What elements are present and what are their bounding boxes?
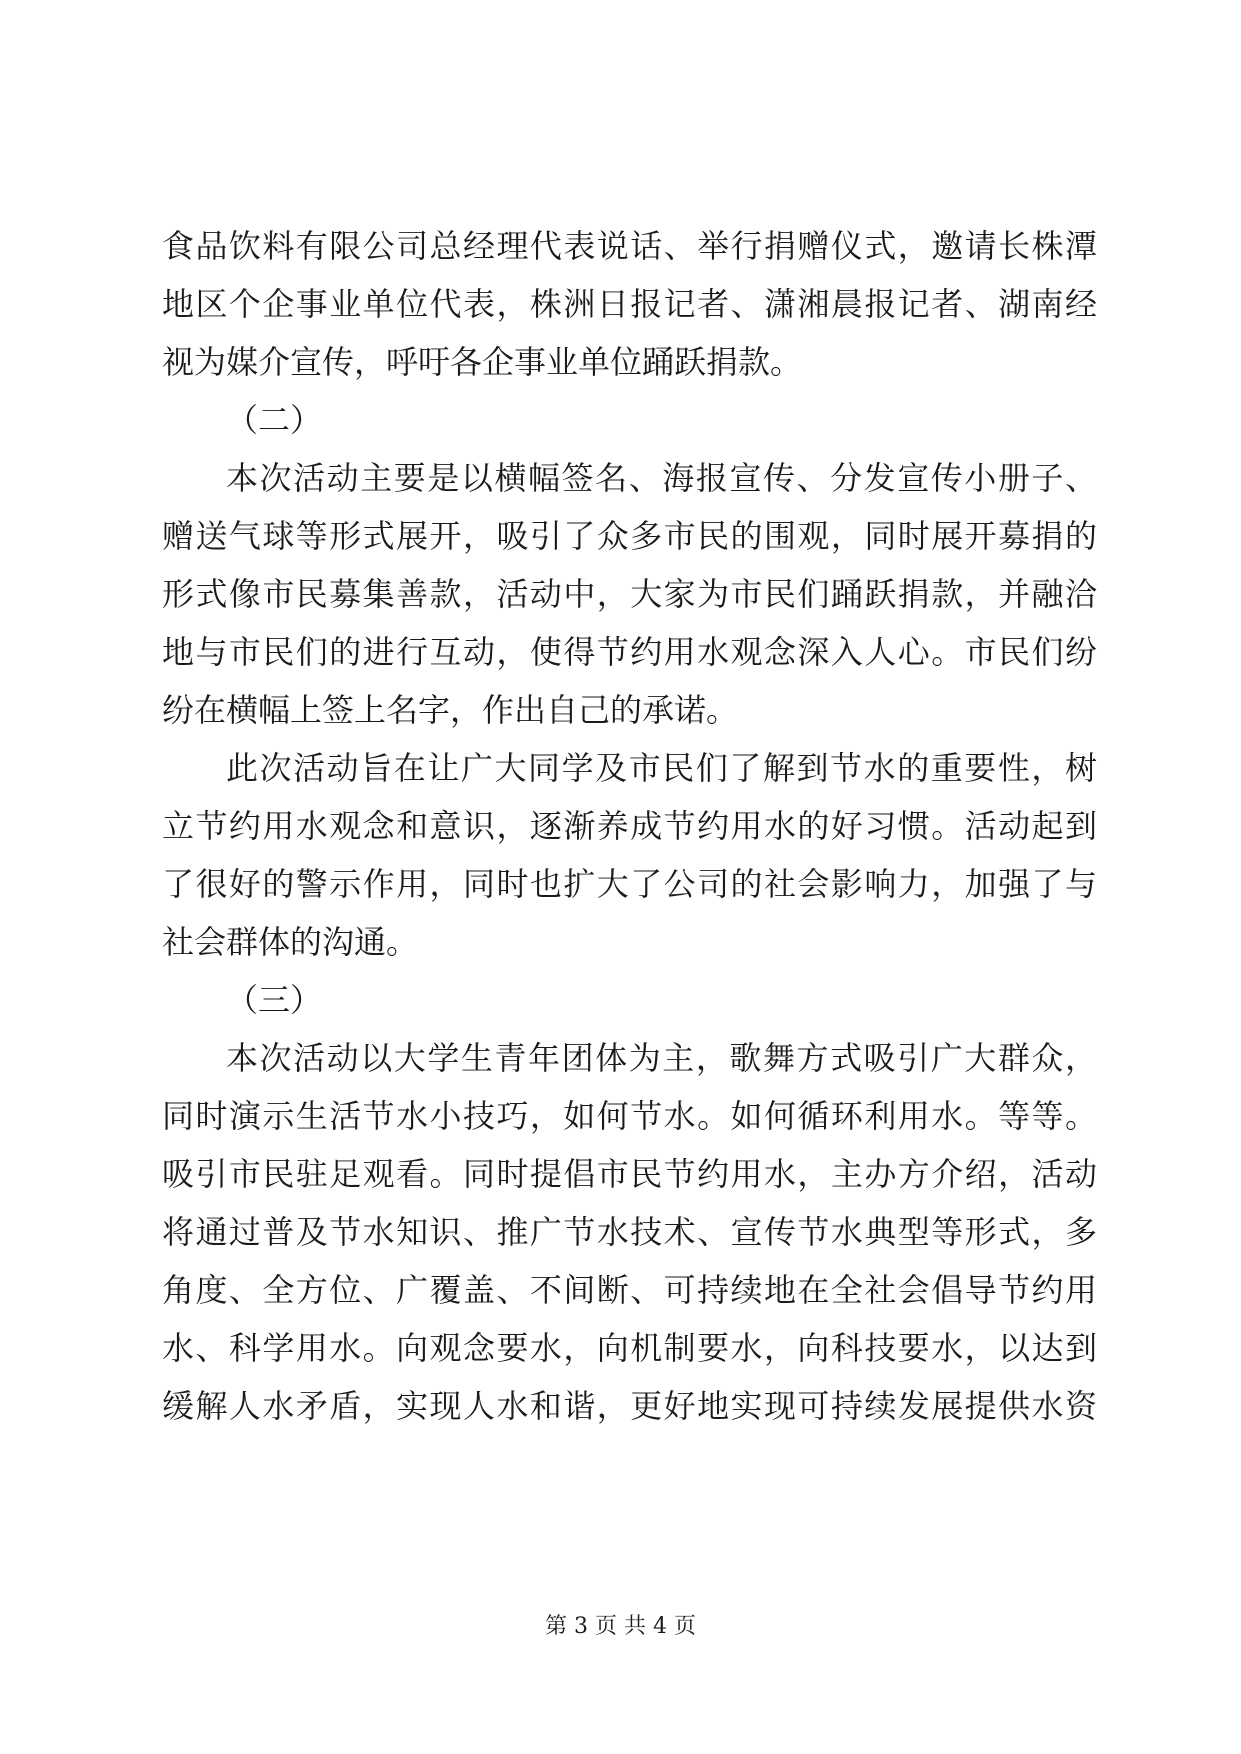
paragraph-line: 缓解人水矛盾，实现人水和谐，更好地实现可持续发展提供水资 xyxy=(162,1387,1097,1425)
paragraph-line: 地与市民们的进行互动，使得节约用水观念深入人心。市民们纷 xyxy=(162,633,1097,671)
paragraph-line: 同时演示生活节水小技巧，如何节水。如何循环利用水。等等。 xyxy=(162,1097,1097,1135)
paragraph-line: 立节约用水观念和意识，逐渐养成节约用水的好习惯。活动起到 xyxy=(162,807,1097,845)
paragraph-line: 食品饮料有限公司总经理代表说话、举行捐赠仪式，邀请长株潭 xyxy=(162,227,1097,265)
paragraph-line: 本次活动主要是以横幅签名、海报宣传、分发宣传小册子、 xyxy=(226,459,1097,497)
paragraph-line: 视为媒介宣传，呼吁各企事业单位踊跃捐款。 xyxy=(162,343,803,381)
paragraph-line: 了很好的警示作用，同时也扩大了公司的社会影响力，加强了与 xyxy=(162,865,1097,903)
paragraph-line: 地区个企事业单位代表，株洲日报记者、潇湘晨报记者、湖南经 xyxy=(162,285,1097,323)
paragraph-line: 形式像市民募集善款，活动中，大家为市民们踊跃捐款，并融洽 xyxy=(162,575,1097,613)
section-heading: （二） xyxy=(226,401,323,439)
paragraph-line: 将通过普及节水知识、推广节水技术、宣传节水典型等形式，多 xyxy=(162,1213,1097,1251)
page-number-footer: 第 3 页 共 4 页 xyxy=(545,1614,696,1639)
paragraph-line: 纷在横幅上签上名字，作出自己的承诺。 xyxy=(162,691,739,729)
paragraph-line: 社会群体的沟通。 xyxy=(162,923,419,961)
paragraph-line: 赠送气球等形式展开，吸引了众多市民的围观，同时展开募捐的 xyxy=(162,517,1097,555)
paragraph-line: 此次活动旨在让广大同学及市民们了解到节水的重要性，树 xyxy=(226,749,1097,787)
paragraph-line: 吸引市民驻足观看。同时提倡市民节约用水，主办方介绍，活动 xyxy=(162,1155,1097,1193)
section-heading: （三） xyxy=(226,981,323,1019)
paragraph-line: 本次活动以大学生青年团体为主，歌舞方式吸引广大群众， xyxy=(226,1039,1097,1077)
paragraph-line: 水、科学用水。向观念要水，向机制要水，向科技要水，以达到 xyxy=(162,1329,1097,1367)
paragraph-line: 角度、全方位、广覆盖、不间断、可持续地在全社会倡导节约用 xyxy=(162,1271,1097,1309)
